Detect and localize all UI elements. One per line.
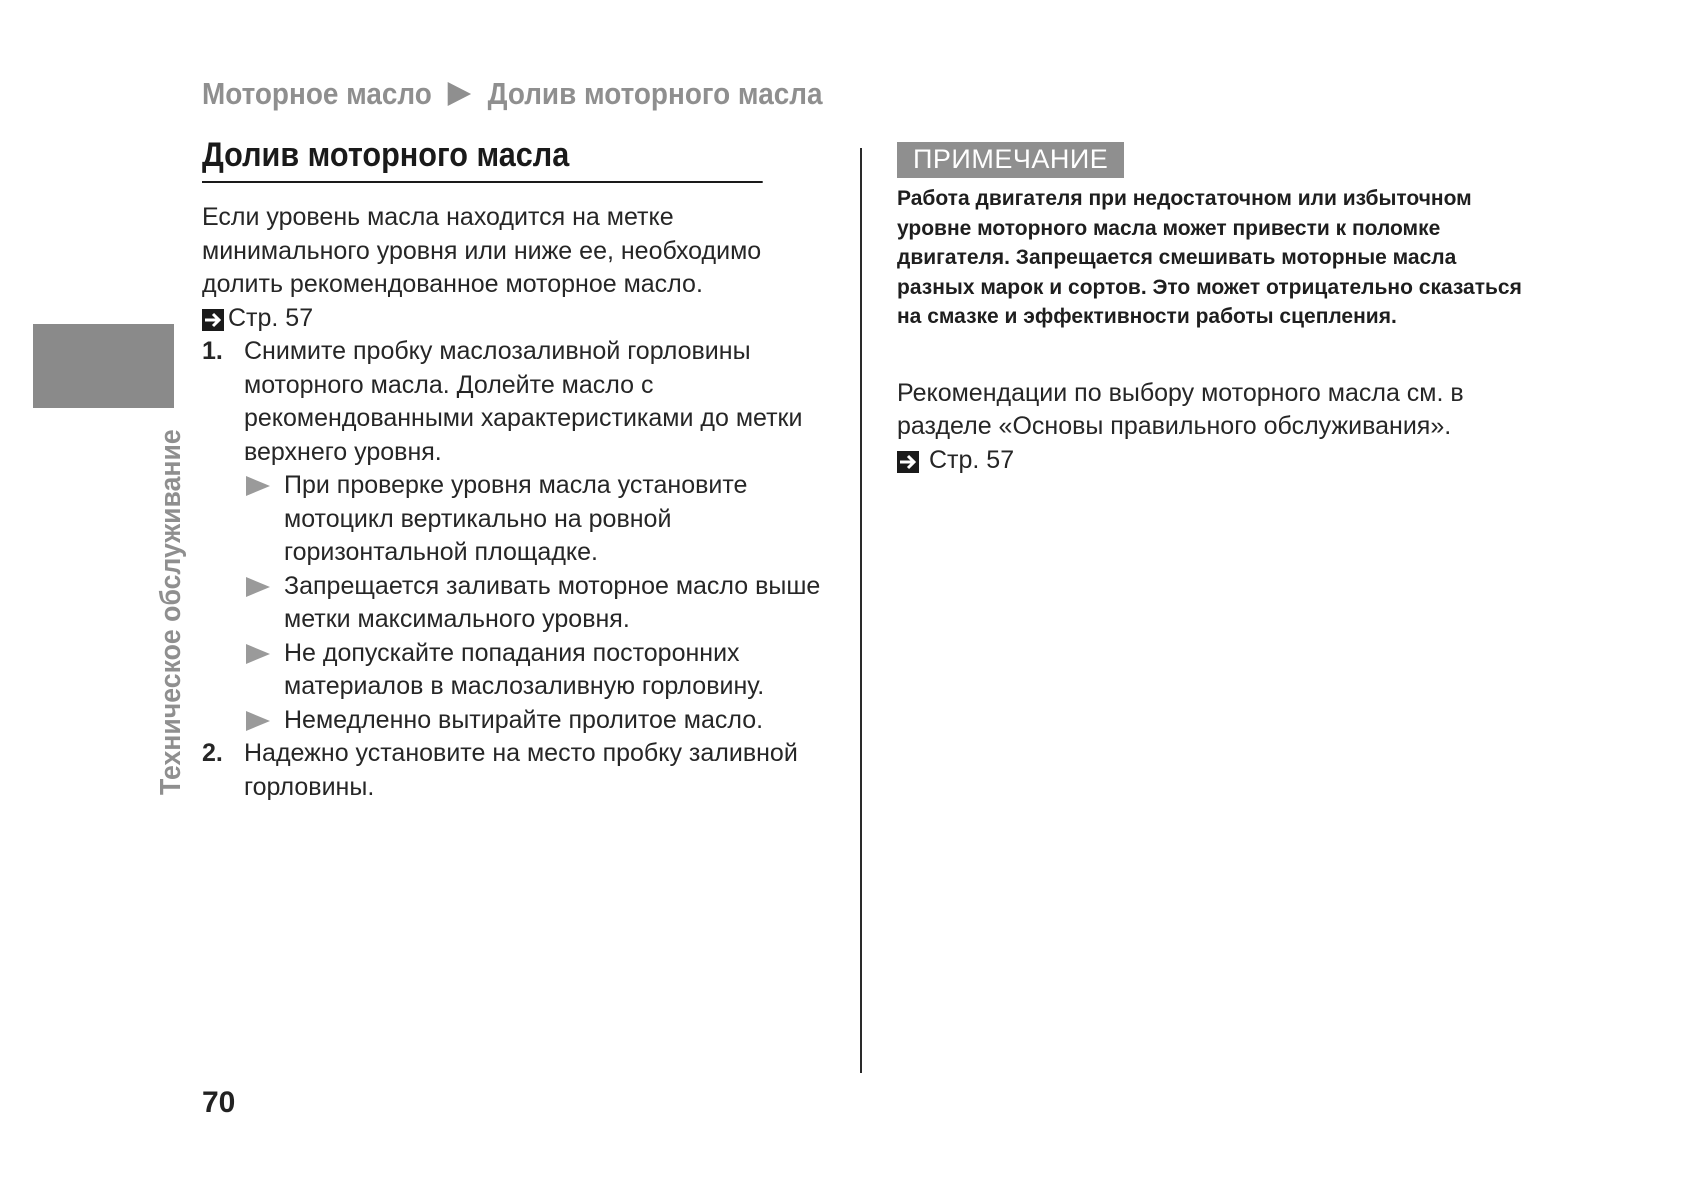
step-1 xyxy=(202,335,825,469)
breadcrumb-section: Моторное масло xyxy=(202,76,432,111)
step-1-subitem xyxy=(244,704,825,738)
page-reference-icon xyxy=(897,449,919,471)
step-2 xyxy=(202,737,825,804)
subitem-text: Запрещается заливать моторное масло выше метки максимального уровня. xyxy=(284,571,821,633)
page-reference-icon xyxy=(202,307,224,329)
note-label: ПРИМЕЧАНИЕ xyxy=(897,142,1124,178)
column-divider xyxy=(860,148,862,1073)
intro-reference xyxy=(202,302,825,336)
bullet-arrow-icon xyxy=(244,570,284,637)
breadcrumb xyxy=(202,76,822,112)
step-text: Надежно установите на место пробку заливной горловины. xyxy=(244,739,798,801)
main-column xyxy=(202,136,825,804)
bullet-arrow-icon xyxy=(244,637,284,704)
side-column xyxy=(897,142,1537,477)
step-1-subitem xyxy=(244,570,825,637)
breadcrumb-current: Долив моторного масла xyxy=(487,76,823,111)
page-title: Долив моторного масла xyxy=(202,136,763,183)
chapter-tab-marker xyxy=(33,324,174,408)
step-number: 1. xyxy=(202,337,223,365)
note-text: Работа двигателя при недостаточном или избыточном уровне моторного масла может привести к поломке двигателя. Запрещается смешивать моторные масла разных марок и сортов. Это может отрицательно сказаться на смазке и эффективности работы сцепления. xyxy=(897,187,1522,328)
subitem-text: Немедленно вытирайте пролитое масло. xyxy=(284,705,764,734)
breadcrumb-arrow-icon xyxy=(444,79,475,109)
recommendation-reference-text: Стр. 57 xyxy=(929,445,1015,474)
intro-paragraph: Если уровень масла находится на метке минимального уровня или ниже ее, необходимо долить рекомендованное моторное масло. xyxy=(202,203,762,298)
step-text: Снимите пробку маслозаливной горловины моторного масла. Долейте масло с рекомендованными характеристиками до метки верхнего уровня. xyxy=(244,337,803,466)
step-1-subitem xyxy=(244,637,825,704)
step-number: 2. xyxy=(202,739,223,767)
recommendation-paragraph: Рекомендации по выбору моторного масла см. в разделе «Основы правильного обслуживания». xyxy=(897,378,1464,440)
bullet-arrow-icon xyxy=(244,704,284,738)
subitem-text: Не допускайте попадания посторонних материалов в маслозаливную горловину. xyxy=(284,638,765,700)
step-1-subitem xyxy=(244,469,825,570)
subitem-text: При проверке уровня масла установите мотоцикл вертикально на ровной горизонтальной площадке. xyxy=(284,471,748,566)
chapter-label: Техническое обслуживание xyxy=(155,429,187,795)
bullet-arrow-icon xyxy=(244,469,284,570)
page-number: 70 xyxy=(202,1086,236,1119)
intro-reference-text: Стр. 57 xyxy=(228,303,314,332)
recommendation-reference xyxy=(897,444,1537,478)
